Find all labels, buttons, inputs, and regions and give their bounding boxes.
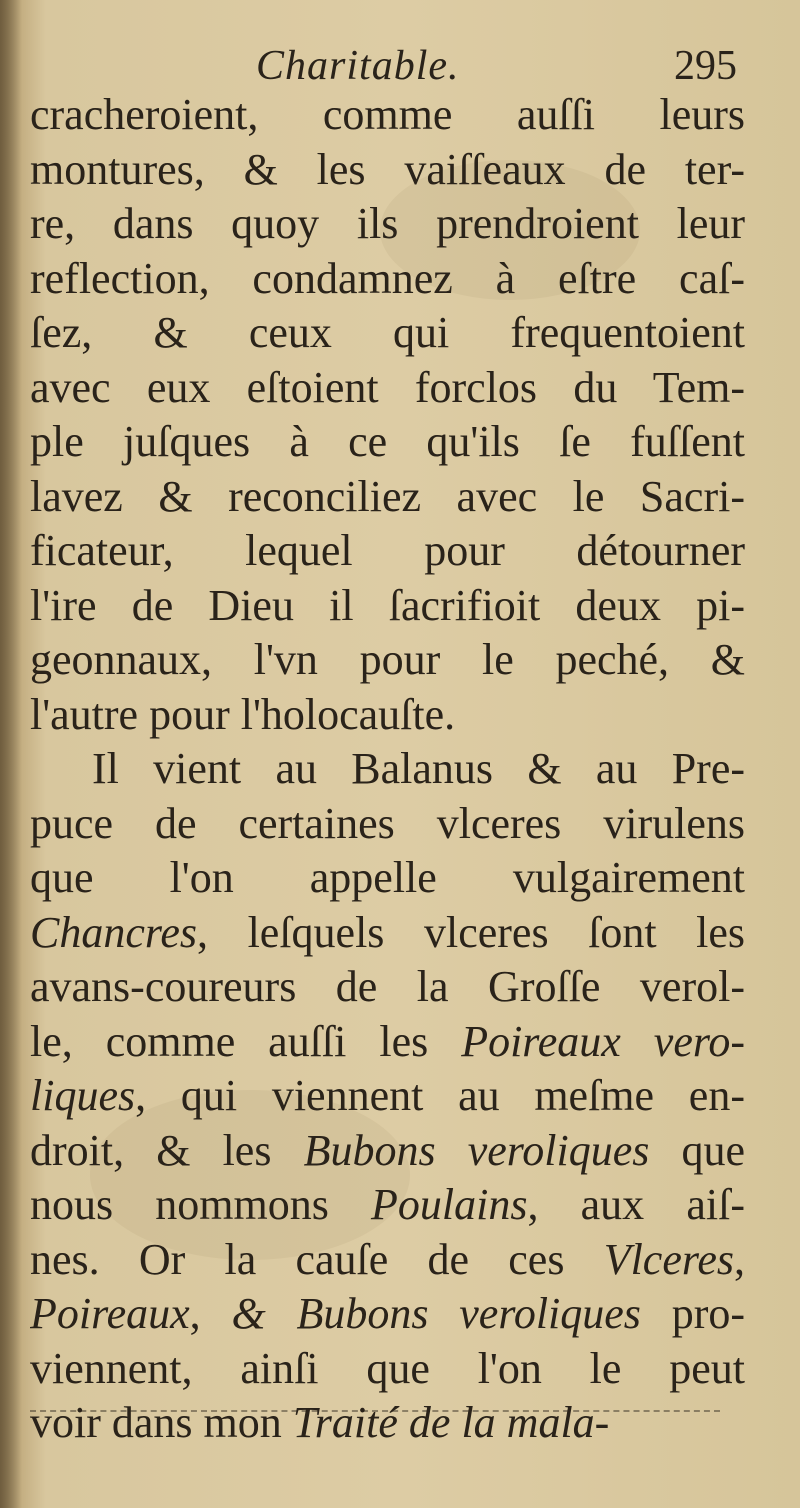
text-run: , aux aiſ- bbox=[527, 1180, 745, 1229]
text-line bbox=[30, 306, 745, 361]
bottom-rule bbox=[30, 1410, 720, 1412]
text-run: que bbox=[649, 1125, 745, 1175]
text-run: lavez & reconciliez avec le Sacri- bbox=[30, 471, 745, 521]
text-line bbox=[30, 1124, 745, 1179]
text-line bbox=[30, 143, 745, 198]
italic-text: liques bbox=[30, 1071, 136, 1120]
text-line bbox=[30, 906, 745, 961]
text-run: geonnaux, l'vn pour le peché, & bbox=[30, 635, 745, 684]
text-run: , leſquels vlceres ſont les bbox=[197, 907, 745, 957]
text-line bbox=[30, 579, 745, 634]
text-line bbox=[30, 197, 745, 252]
text-run: ple juſques à ce qu'ils ſe fuſſent bbox=[30, 417, 745, 466]
text-line bbox=[30, 361, 745, 416]
text-run: pro- bbox=[640, 1289, 745, 1338]
italic-text: Poireaux bbox=[30, 1289, 190, 1338]
text-line bbox=[30, 415, 745, 470]
text-line bbox=[30, 1015, 745, 1070]
text-run: nous nommons bbox=[30, 1180, 372, 1229]
text-line bbox=[30, 851, 745, 906]
text-line bbox=[30, 524, 745, 579]
italic-text: Poireaux vero- bbox=[461, 1016, 745, 1066]
text-line bbox=[30, 688, 745, 743]
text-run: viennent, ainſi que l'on le peut bbox=[30, 1343, 745, 1393]
text-run: que l'on appelle vulgairement bbox=[30, 853, 745, 902]
body-text bbox=[30, 88, 745, 1451]
text-run: ſez, & ceux qui frequentoient bbox=[30, 308, 745, 357]
text-run: le, comme auſſi les bbox=[30, 1016, 462, 1066]
text-run: Il vient au Balanus & au Pre- bbox=[92, 744, 745, 793]
text-line bbox=[30, 742, 745, 797]
text-run: l'autre pour l'holocauſte. bbox=[30, 689, 456, 739]
text-line bbox=[30, 1342, 745, 1397]
text-line bbox=[30, 252, 745, 307]
text-run: voir dans mon bbox=[30, 1398, 293, 1447]
text-line bbox=[30, 1287, 745, 1342]
italic-text: Traité de la mala- bbox=[292, 1398, 610, 1447]
text-run: l'ire de Dieu il ſacrifioit deux pi- bbox=[30, 580, 745, 630]
italic-text: Vlceres bbox=[603, 1234, 734, 1284]
text-run: puce de certaines vlceres virulens bbox=[30, 798, 745, 848]
text-run: ficateur, lequel pour détourner bbox=[30, 526, 745, 575]
page-header bbox=[0, 36, 800, 96]
text-line bbox=[30, 1178, 745, 1233]
italic-text: Chancres bbox=[30, 907, 198, 957]
text-run: droit, & les bbox=[30, 1125, 304, 1175]
text-run: re, dans quoy ils prendroient leur bbox=[30, 199, 745, 248]
text-line bbox=[30, 797, 745, 852]
italic-text: Bubons veroliques bbox=[303, 1125, 650, 1175]
page-number: 295 bbox=[674, 43, 737, 89]
text-line bbox=[30, 960, 745, 1015]
text-run: reflection, condamnez à eſtre caſ- bbox=[30, 253, 745, 303]
italic-text: & bbox=[231, 1289, 266, 1338]
page-gutter-shadow bbox=[0, 0, 22, 1508]
text-run: avans-coureurs de la Groſſe verol- bbox=[30, 962, 745, 1011]
text-run: montures, & les vaiſſeaux de ter- bbox=[30, 144, 745, 194]
text-run: avec eux eſtoient forclos du Tem- bbox=[30, 362, 745, 412]
italic-text: Bubons veroliques bbox=[296, 1289, 641, 1338]
running-title: Charitable. bbox=[256, 43, 460, 89]
italic-text: Poulains bbox=[371, 1180, 528, 1229]
text-run: , bbox=[189, 1289, 232, 1338]
text-run: , bbox=[734, 1234, 745, 1284]
text-line bbox=[30, 470, 745, 525]
text-line bbox=[30, 1233, 745, 1288]
text-line bbox=[30, 88, 745, 143]
text-line bbox=[30, 633, 745, 688]
text-line bbox=[30, 1069, 745, 1124]
text-line bbox=[30, 1396, 745, 1451]
text-run bbox=[266, 1289, 297, 1338]
text-run: nes. Or la cauſe de ces bbox=[30, 1234, 604, 1284]
text-run: cracheroient, comme auſſi leurs bbox=[30, 90, 745, 139]
text-run: , qui viennent au meſme en- bbox=[135, 1071, 745, 1120]
